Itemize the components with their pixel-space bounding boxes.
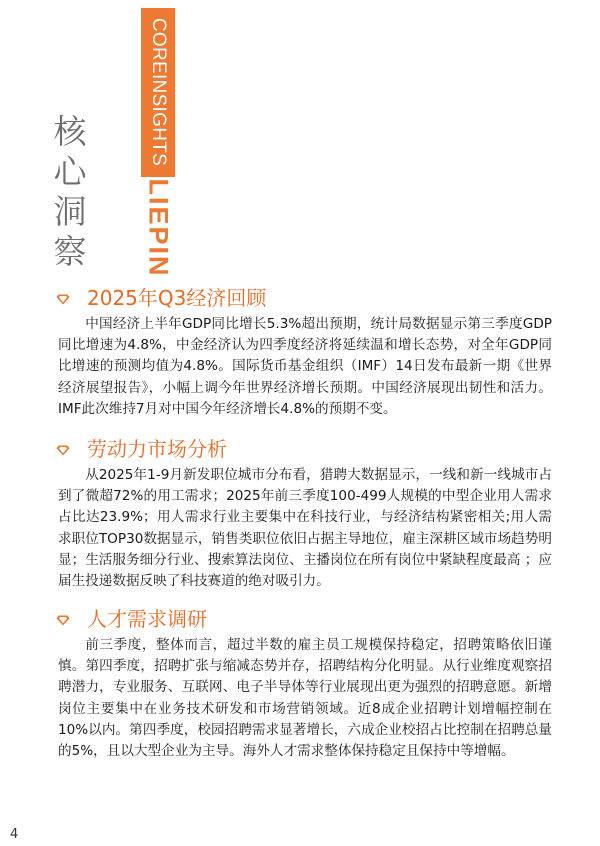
- page-title-vertical: [50, 112, 90, 272]
- page-number: 4: [10, 827, 19, 842]
- section-header: [56, 285, 554, 313]
- section-body: [56, 314, 552, 420]
- diamond-heart-icon: [56, 445, 70, 456]
- diamond-heart-icon: [56, 615, 70, 626]
- title-char: 心: [53, 152, 87, 191]
- section-body: [56, 465, 552, 592]
- section-economy-review: [56, 285, 554, 420]
- section-body: [56, 635, 552, 762]
- paragraph: 前三季度，整体而言，超过半数的雇主员工规模保持稳定，招聘策略依旧谨慎。第四季度，招聘扩张与缩减态势并存，招聘结构分化明显。从行业维度观察招聘潜力，专业服务、互联网、电子半导体等行业展现出更为强烈的招聘意愿。新增岗位主要集中在业务技术研发和市场营销领域。近8成企业招聘计划增幅控制在10%以内。第四季度，校园招聘需求显著增长，六成企业校招占比控制在招聘总量的5%，且以大型企业为主导。海外人才需求整体保持稳定且保持中等增幅。: [58, 637, 552, 760]
- section-header: [56, 436, 554, 464]
- section-labor-market: [56, 436, 554, 592]
- paragraph: 从2025年1-9月新发职位城市分布看，猎聘大数据显示，一线和新一线城市占到了微超72%的用工需求；2025年前三季度100-499人规模的中型企业用人需求占比达23.9%；用人需求行业主要集中在科技行业，与经济结构紧密相关;用人需求职位TOP30数据显示，销售类职位依旧占据主导地位，雇主深耕区域市场趋势明显；生活服务细分行业、搜索算法岗位、主播岗位在所有岗位中紧缺程度最高 ；应届生投递数据反映了科技赛道的绝对吸引力。: [58, 467, 552, 590]
- paragraph: 中国经济上半年GDP同比增长5.3%超出预期，统计局数据显示第三季度GDP同比增速为4.8%，中金经济认为四季度经济将延续温和增长态势，对全年GDP同比增速的预测均值为4.8%。国际货币基金组织（IMF）14日发布最新一期《世界经济展望报告》，小幅上调今年世界经济增长预期。中国经济展现出韧性和活力。IMF此次维持7月对中国今年经济增长4.8%的预期不变。: [58, 316, 552, 417]
- diamond-heart-icon: [56, 294, 70, 305]
- title-char: 察: [53, 232, 87, 271]
- section-title: 人才需求调研: [87, 607, 207, 631]
- section-title: 2025年Q3经济回顾: [87, 286, 267, 310]
- title-char: 核: [53, 112, 87, 151]
- section-title: 劳动力市场分析: [87, 437, 227, 461]
- core-insights-label: COREINSIGHTS: [148, 17, 169, 167]
- brand-logo-text: LIEPIN: [143, 178, 174, 278]
- section-header: [56, 606, 554, 634]
- section-talent-demand: [56, 606, 554, 762]
- title-char: 洞: [53, 192, 87, 231]
